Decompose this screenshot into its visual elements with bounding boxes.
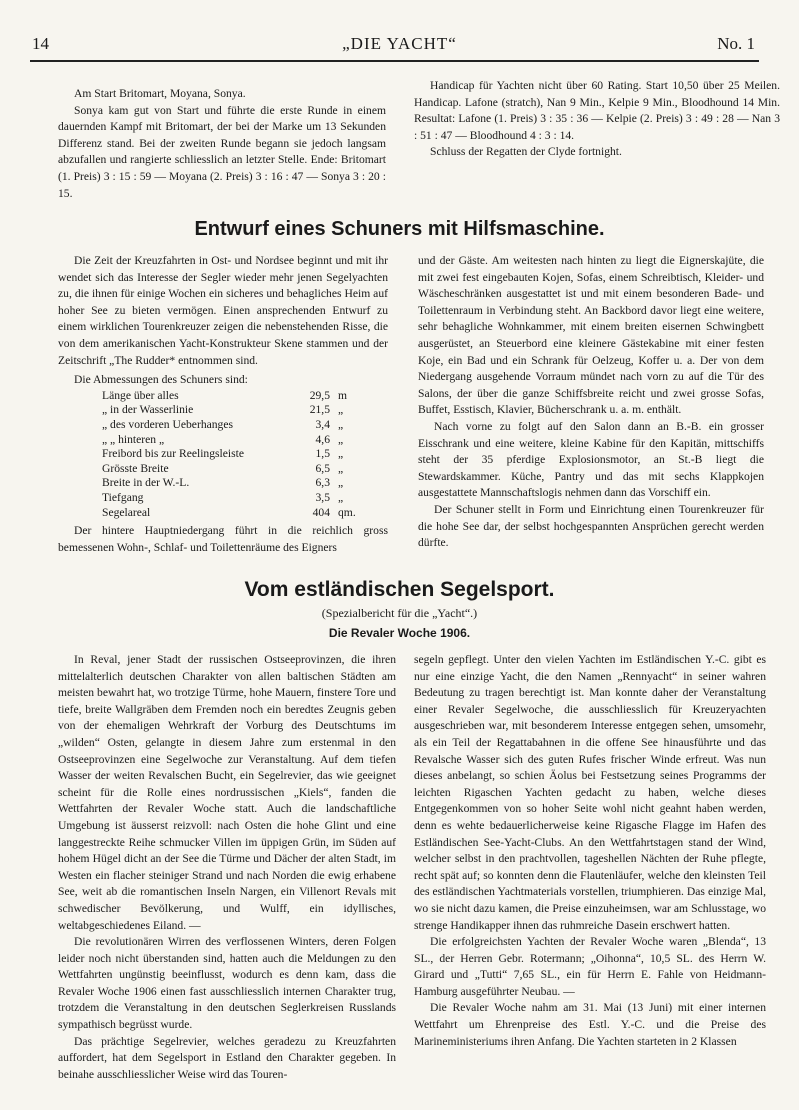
top-right-column [414,78,780,161]
dimension-value: 6,5 [315,461,330,475]
paragraph: Die Abmessungen des Schuners sind: [74,373,248,387]
dimension-value: 4,6 [315,432,330,446]
paragraph: und der Gäste. Am weitesten nach hinten zu liegt die Eignerskajüte, die mit zwei fest eingebauten Kojen, Sofas, einem Schreibtisch, Kleider- und Wäscheschränken ausgestattet ist und mit einem besonderen Bade- und Toilettenraum in Verbindung steht. An Backbord davor liegt eine weitere, sehr behagliche Wohnkammer, mit einem breiten eisernen Schwingbett ausgerüstet, an Steuerbord eine kleinere Gästekabine mit einer festen Koje, ein Bad und ein Schrank für Oelzeug, Koffer u. a. Der von dem Niedergang ausgehende Vorraum mündet nach vorn zu auf die Tür des Salons, der über die ganze Schiffsbreite reicht und zwei grosse Sofas, Buffet, Esstisch, Klavier, Bücherschrank u. a. m. enthält. [418,254,764,417]
dimension-value: 29,5 [309,388,330,402]
section-heading: Die Revaler Woche 1906. [328,626,471,640]
dimension-unit: „ [338,432,344,446]
dimension-value: 3,5 [315,490,330,504]
paragraph: Die Zeit der Kreuzfahrten in Ost- und Nordsee beginnt und mit ihr wendet sich das Interesse der Segler wieder mehr jenen Segelyachten zu, die ihnen für einige Wochen ein sicheres und behagliches Heim auf hoher See zu bieten vermögen. Einen ansprechenden Entwurf zu einem wirklichen Tourenkreuzer zeigen die nebenstehenden Risse, die von dem amerikanischen Yacht-Konstrukteur Skene stammen und der Zeitschrift „The Rudder* entnommen sind. [58,254,388,367]
journal-title: „DIE YACHT“ [342,34,457,53]
dimension-unit: „ [338,490,344,504]
dimension-unit: qm. [338,505,356,519]
paragraph: Das prächtige Segelrevier, welches geradezu zu Kreuzfahrten auffordert, hat dem Segelsport in Estland den Charakter gegeben. In beinahe ausschliesslicher Weise wird das Touren- [58,1034,396,1081]
dimension-value: 6,3 [315,476,330,490]
paragraph: Am Start Britomart, Moyana, Sonya. [74,87,246,100]
paragraph: Handicap für Yachten nicht über 60 Rating. Start 10,50 über 25 Meilen. Handicap. Lafone (stratch), Nan 9 Min., Kelpie 9 Min., Bloodhound 14 Min. Resultat: Lafone (1. Preis) 3 : 35 : 36 — Kelpie (2. Preis) 3 : 49 : 28 — Nan 3 : 51 : 47 — Bloodhound 4 : 3 : 14. [414,79,780,142]
page-number: 14 [32,34,49,53]
article2-left-column [58,652,396,1083]
dimension-label: „ des vorderen Ueberhanges [102,417,234,431]
dimensions-table [102,389,372,520]
dimension-row [102,491,372,506]
dimension-value: 3,4 [315,417,330,431]
dimension-label: „ „ hinteren „ [102,432,165,446]
dimension-value: 1,5 [315,447,330,461]
dimension-unit: „ [338,417,344,431]
header-rule [30,60,759,62]
paragraph: Schluss der Regatten der Clyde fortnight. [430,145,622,159]
dimension-row [102,403,372,418]
top-left-column [58,86,386,202]
dimension-label: Tiefgang [102,490,144,504]
dimension-row [102,476,372,491]
paragraph: In Reval, jener Stadt der russischen Ostseeprovinzen, die ihren mittelalterlich deutschen Charakter von allen baltischen Städten am meisten bewahrt hat, wo trotzige Türme, hohe Mauern, finstere Tore und tiefe, breite Wallgräben dem Fremden noch ein beredtes Zeugnis geben von der ehemaligen Wehrkraft der Vorburg des Deutschtums im „wilden“ Osten, gelangte in diesem Jahre zum erstenmal in den Ostseeprovinzen eine Segelwoche zur Veranstaltung. Auf dem tiefen Wasser der weiten Revalschen Bucht, ein Segelrevier, das wie geeignet scheint für die Rolle eines nordrussischen „Kiels“, fanden die Wettfahrten der Revaler Woche statt. Auch die landschaftliche Umgebung ist äusserst reizvoll: nach Osten die hohe Glint und eine langgestreckte Reihe schmucker Villen im üppigen Grün, im Süden auf hohem Hügel dicht an der See die Türme und Dächer der alten Stadt, im Westen ein flacher steiniger Strand und nach Norden die ewig erhabene See, weit ab die romantischen Inseln Nargen, ein Villenort Revals mit schwedischer Bevölkerung, und Wulff, ein idyllisches, weltabgeschiedenes Eiland. — [58,653,396,932]
dimension-unit: m [338,388,348,402]
paragraph: Der Schuner stellt in Form und Einrichtung einen Tourenkreuzer für die hohe See dar, der selbst hochgespannten Ansprüchen gerecht werden dürfte. [418,502,764,550]
dimension-label: Grösste Breite [102,461,169,475]
dimension-row [102,389,372,404]
dimension-label: Breite in der W.-L. [102,476,190,490]
issue-number: No. 1 [717,34,755,53]
dimension-unit: „ [338,461,344,475]
article2-right-column [414,652,766,1050]
dimension-label: „ in der Wasserlinie [102,403,194,417]
paragraph: Nach vorne zu folgt auf den Salon dann an B.-B. ein grosser Eisschrank und eine weitere, kleine Kabine für den Kapitän, mittschiffs steht der 35 pferdige Explosionsmotor, an St.-B liegt die Stewardskammer. Küche, Pantry und das mit sechs Klappkojen ausgestattete Mannschaftslogis nehmen dann das Vorschiff ein. [418,419,764,500]
dimension-row [102,418,372,433]
dimension-value: 21,5 [309,403,330,417]
dimension-label: Segelareal [102,505,151,519]
paragraph: Die Revaler Woche nahm am 31. Mai (13 Juni) mit einer internen Wettfahrt um Ehrenpreise des Estl. Y.-C. und die Preise des Marineministeriums ihren Anfang. Die Yachten starteten in 2 Klassen [414,1001,766,1048]
dimension-row [102,462,372,477]
dimension-unit: „ [338,476,344,490]
dimension-unit: „ [338,447,344,461]
article1-left-column [58,253,388,556]
dimension-row [102,433,372,448]
article-title: Entwurf eines Schuners mit Hilfsmaschine. [194,218,605,240]
dimension-row [102,447,372,462]
dimension-label: Freibord bis zur Reelingsleiste [102,447,244,461]
article-subtitle: (Spezialbericht für die „Yacht“.) [321,606,478,620]
article-title: Vom estländischen Segelsport. [244,578,555,601]
paragraph: segeln gepflegt. Unter den vielen Yachten im Estländischen Y.-C. gibt es nur eine einzige Yacht, die den Namen „Rennyacht“ in seiner wahren Bedeutung zu tragen berechtigt ist. Man konnte daher der Veranstaltung einer Revaler Segelwoche, die ausschliesslich für Kreuzeryachten ausgeschrieben war, mit besonderem Interesse entgegen sehen, umsomehr, als ein Teil der Regattabahnen in die offene See hinausführte und das Revalsche Wasser sich des guten Rufes frischer Winde erfreut. Was nun dieses anbelangt, so schien Äolus bei Festsetzung seines Programms der leichten Rigaschen Yachten gedacht zu haben, welche dieses Entgegenkommen von so hoher Seite wohl nicht geahnt haben werden, denn es wehte bedauerlicherweise keine Rigasche Flagge im Hafen des Estländischen See-Yacht-Clubs. An den Wettfahrtstagen stand der Wind, welcher selbst in den prachtvollen, tageshellen Nächten der Ruhe pflegte, recht spät auf; so konnten denn die Flautenläufer, welche den kleinsten Teil des estländischen Yachtmaterials vorstellen, triumphieren. Das einzige Mal, wo sie nicht dazu kamen, die Preise einzuheimsen, war am Schlusstage, wo strenge Handikapper ihnen das ruhmreiche Dasein erschwert hatten. [414,653,766,932]
dimension-value: 404 [312,505,330,519]
dimension-unit: „ [338,403,344,417]
paragraph: Sonya kam gut von Start und führte die erste Runde in einem dauernden Kampf mit Britomart, der bei der Marke um 13 Sekunden Differenz stand. Bei der zweiten Runde begann sie jedoch langsam abzufallen und rangierte schliesslich an letzter Stelle. Ende: Britomart (1. Preis) 3 : 15 : 59 — Moyana (2. Preis) 3 : 16 : 47 — Sonya 3 : 20 : 15. [58,103,386,200]
paragraph: Der hintere Hauptniedergang führt in die reichlich gross bemessenen Wohn-, Schlaf- und Toilettenräume des Eigners [58,524,388,554]
dimension-row [102,506,372,521]
article1-right-column [418,253,764,552]
dimension-label: Länge über alles [102,388,179,402]
paragraph: Die erfolgreichsten Yachten der Revaler Woche waren „Blenda“, 13 SL., der Herren Gebr. Rotermann; „Oihonna“, 10,5 SL. des Herrn W. Girard und „Tutti“ 7,65 SL., ein für Herrn E. Fahle von Heidmann-Hamburg ausgeführter Neubau. — [414,935,766,998]
paragraph: Die revolutionären Wirren des verflossenen Winters, deren Folgen leider noch nicht überstanden sind, hatten auch die Meldungen zu den Wettfahrten ungünstig beeinflusst, wodurch es denn kam, dass die Revaler Woche 1906 einen fast ausschliesslich internen Charakter trug, trotzdem die Veranstaltung in den deutschen Seglerkreisen Russlands sympathisch begrüsst wurde. [58,935,396,1032]
